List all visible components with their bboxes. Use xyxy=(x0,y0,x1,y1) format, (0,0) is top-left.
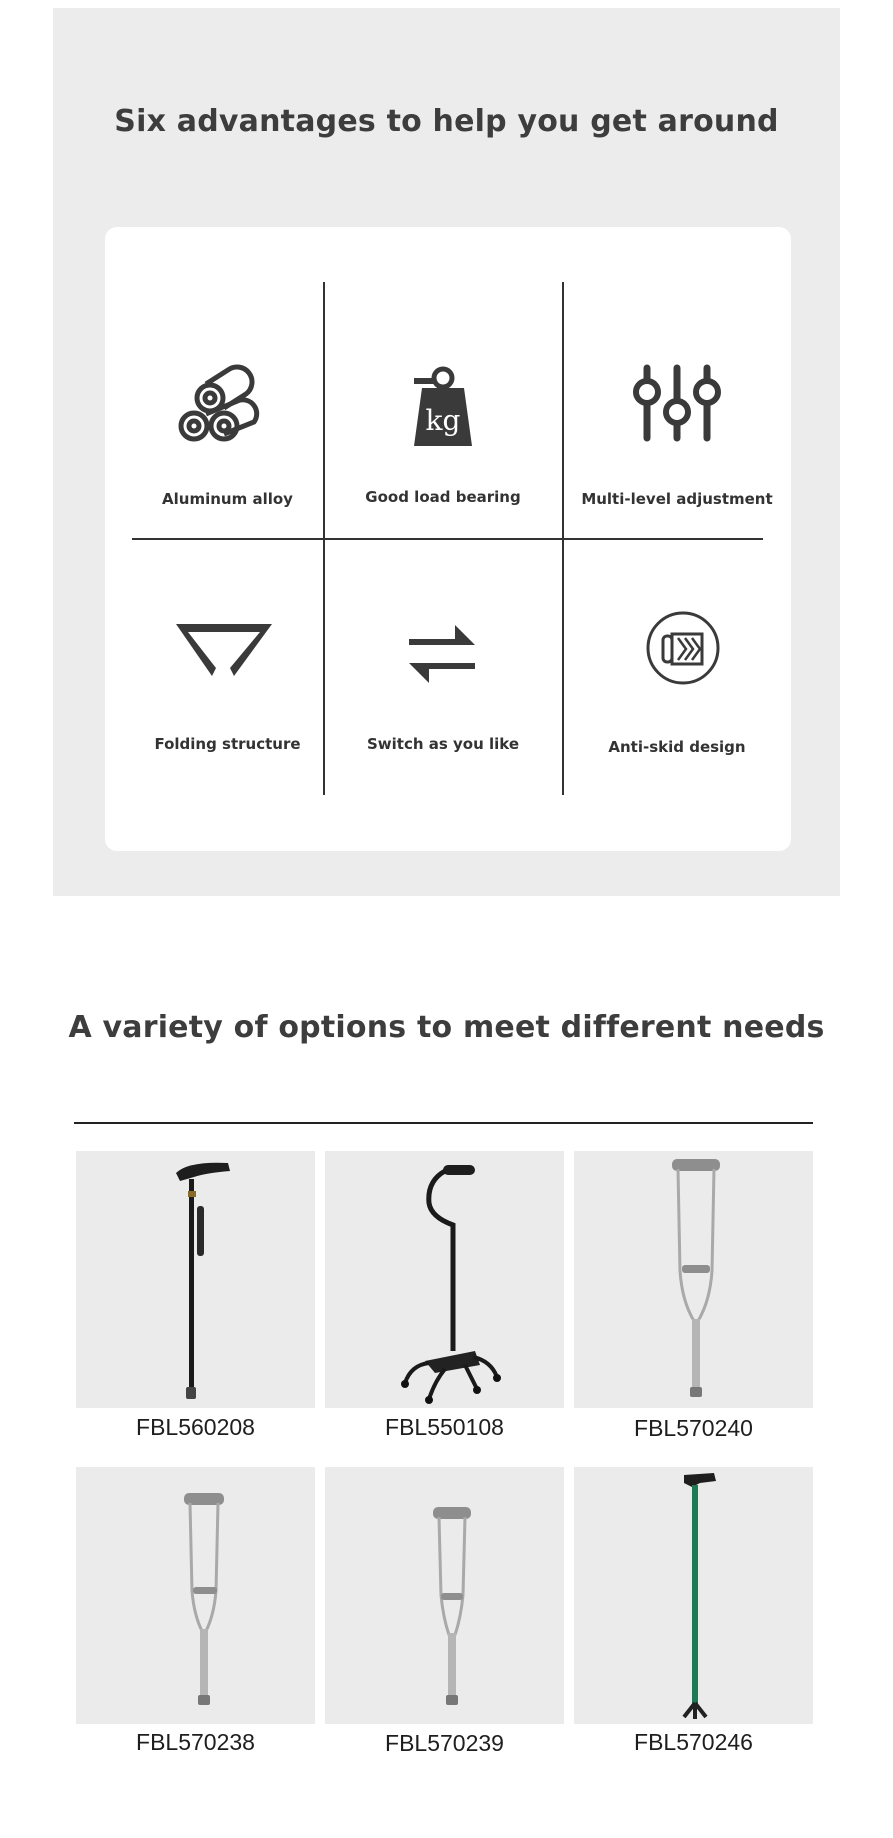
product-card[interactable] xyxy=(325,1467,564,1756)
advantages-card xyxy=(105,227,791,851)
product-code: FBL550108 xyxy=(385,1414,504,1440)
product-photo xyxy=(574,1151,813,1408)
underarm-crutch-image xyxy=(76,1467,315,1724)
options-title: A variety of options to meet different needs xyxy=(68,1010,825,1045)
advantage-label: Good load bearing xyxy=(365,488,521,506)
advantage-folding xyxy=(132,540,323,795)
product-photo xyxy=(76,1151,315,1408)
advantages-section xyxy=(53,8,840,896)
product-photo xyxy=(76,1467,315,1724)
sliders-icon xyxy=(631,362,723,448)
advantage-label: Multi-level adjustment xyxy=(581,490,773,508)
kg-weight-icon xyxy=(412,364,474,452)
folding-triangle-icon xyxy=(176,624,272,682)
walking-cane-black-image xyxy=(76,1151,315,1408)
advantage-label: Anti-skid design xyxy=(608,738,746,756)
product-photo xyxy=(325,1151,564,1408)
product-card[interactable] xyxy=(574,1467,813,1755)
advantage-label: Folding structure xyxy=(154,735,301,753)
product-card[interactable] xyxy=(76,1467,315,1755)
advantages-title: Six advantages to help you get around xyxy=(114,104,779,139)
product-code: FBL560208 xyxy=(136,1414,255,1440)
advantage-anti-skid xyxy=(563,540,791,795)
product-code: FBL570246 xyxy=(634,1729,753,1755)
advantage-multi-level xyxy=(563,282,791,538)
product-card[interactable] xyxy=(76,1151,315,1440)
underarm-crutch-image xyxy=(574,1151,813,1408)
advantage-label: Switch as you like xyxy=(366,735,520,753)
options-divider xyxy=(74,1122,813,1124)
advantage-switch xyxy=(324,540,562,795)
advantage-aluminum-alloy xyxy=(132,282,323,538)
product-card[interactable] xyxy=(325,1151,564,1440)
advantage-label: Aluminum alloy xyxy=(162,490,293,508)
product-code: FBL570238 xyxy=(136,1729,255,1755)
underarm-crutch-image xyxy=(325,1467,564,1724)
quad-cane-black-image xyxy=(325,1151,564,1408)
product-code: FBL570239 xyxy=(385,1730,504,1756)
svg-text:kg: kg xyxy=(425,404,461,437)
advantage-load-bearing xyxy=(324,282,562,538)
walking-cane-green-image xyxy=(574,1467,813,1724)
product-photo xyxy=(574,1467,813,1724)
anti-skid-icon xyxy=(645,610,721,690)
product-code: FBL570240 xyxy=(634,1415,753,1441)
switch-arrows-icon xyxy=(409,621,475,691)
aluminum-rolls-icon xyxy=(176,364,260,450)
product-photo xyxy=(325,1467,564,1724)
product-card[interactable] xyxy=(574,1151,813,1441)
